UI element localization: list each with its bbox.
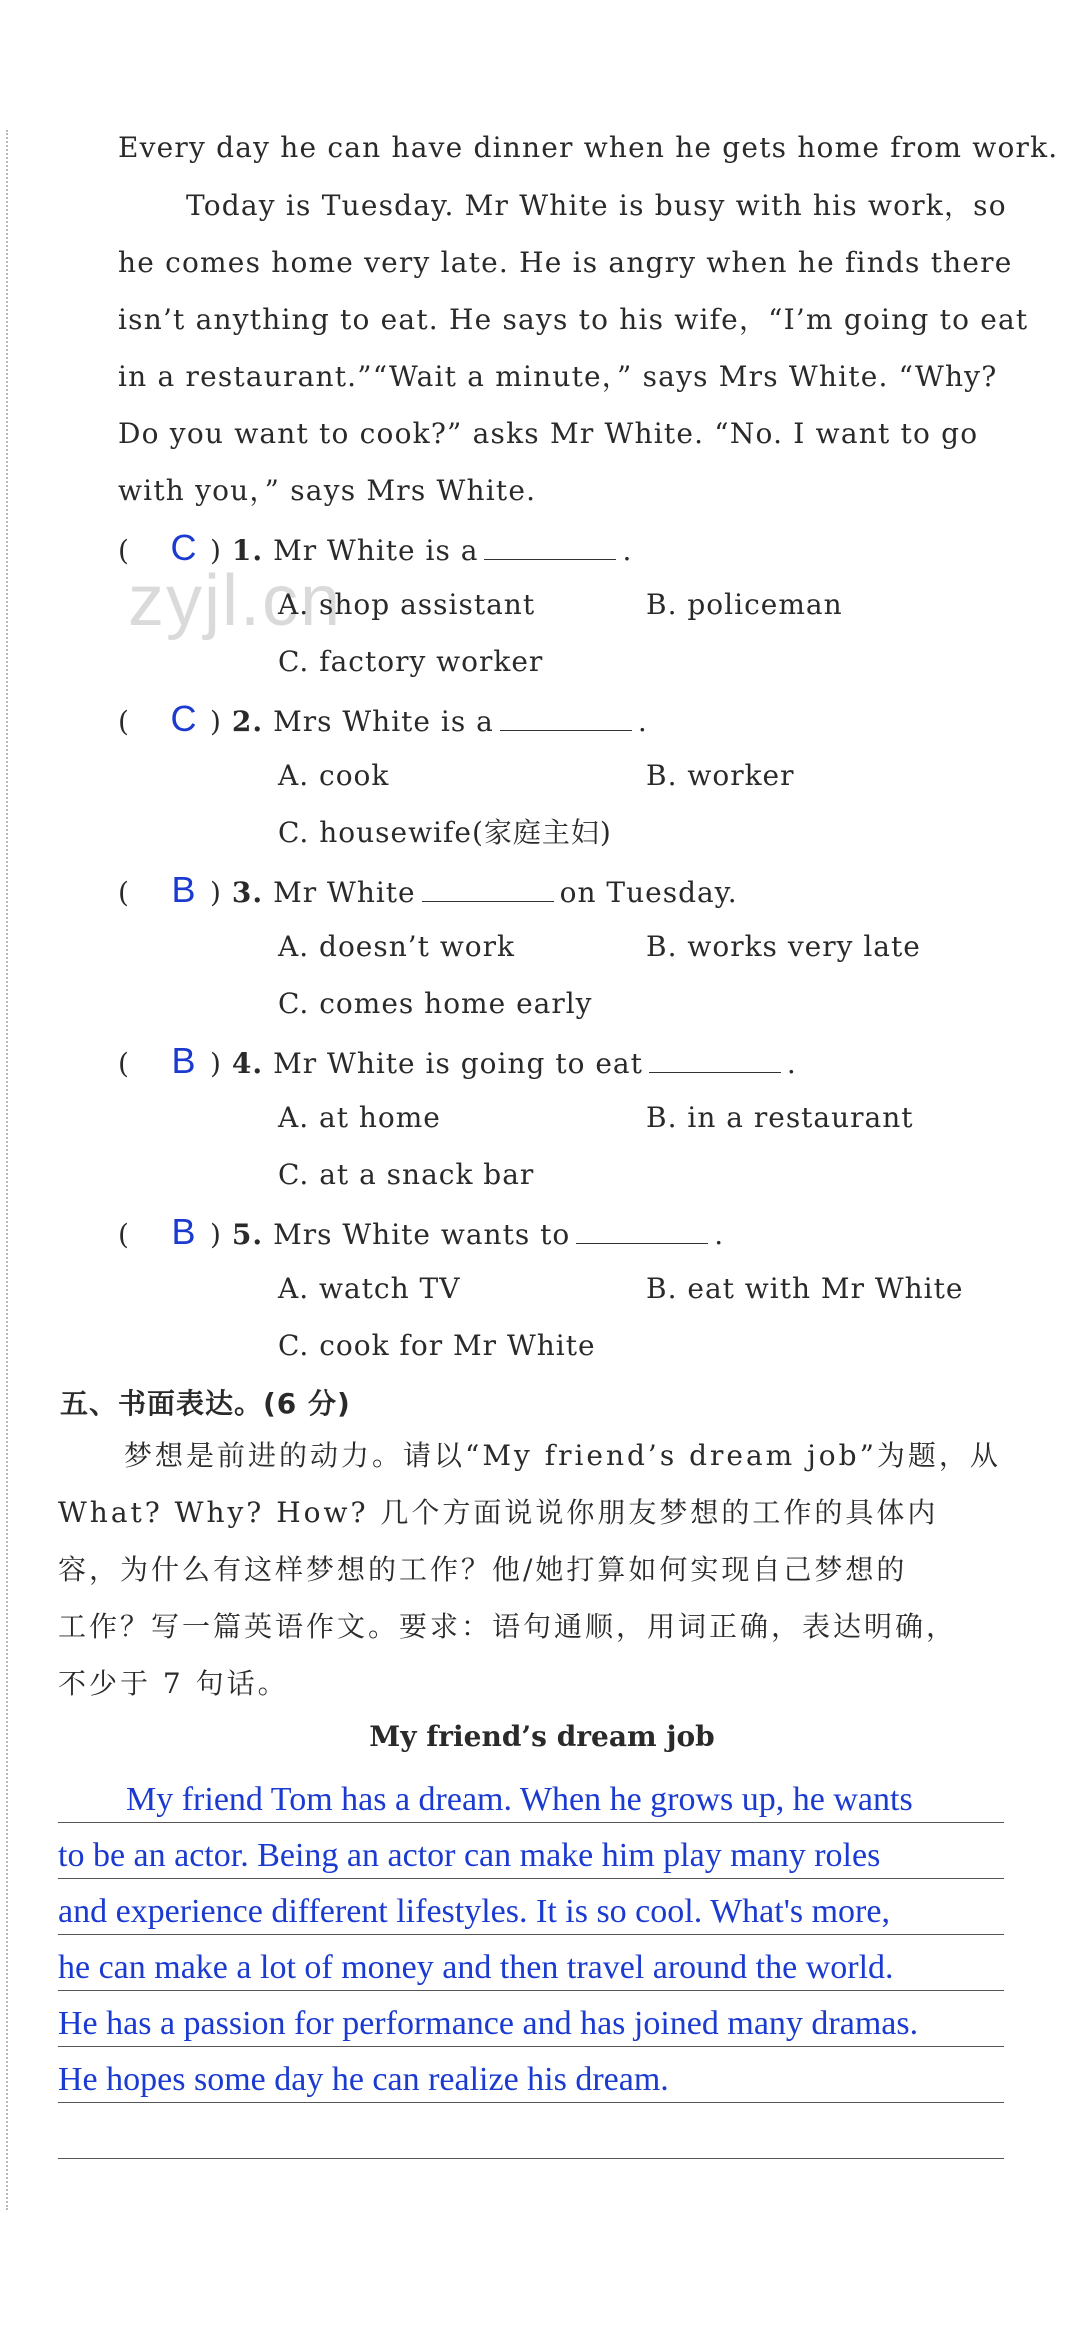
option-b: B. works very late (646, 930, 921, 963)
option-a: A. doesn’t work (278, 930, 516, 963)
question-stem-end: . (714, 1218, 725, 1251)
essay-title: My friend’s dream job (369, 1720, 715, 1753)
close-paren: ) (210, 705, 222, 738)
option-a: A. cook (278, 759, 390, 792)
question-number: 1. (231, 534, 264, 567)
passage-line-1: Every day he can have dinner when he gets home from work. (118, 131, 1059, 164)
question-number: 4. (231, 1047, 264, 1080)
option-c: C. cook for Mr White (278, 1329, 596, 1362)
instruction-line-1: 梦想是前进的动力。请以“My friend’s dream job”为题，从 (124, 1439, 1001, 1472)
writing-line (58, 1934, 1004, 1935)
option-c: C. at a snack bar (278, 1158, 535, 1191)
answer-1: C (170, 527, 198, 568)
instruction-line-4: 工作？写一篇英语作文。要求：语句通顺，用词正确，表达明确， (58, 1610, 958, 1643)
essay-line-3: and experience different lifestyles. It is so cool. What's more, (58, 1893, 890, 1930)
essay-line-6: He hopes some day he can realize his dream. (58, 2061, 669, 2098)
watermark-text: zyjl.cn (128, 561, 343, 641)
answer-blank (484, 533, 616, 560)
passage-line-6: Do you want to cook?” asks Mr White. “No. I want to go (118, 417, 979, 450)
writing-line (58, 2102, 1004, 2103)
instruction-line-3: 容，为什么有这样梦想的工作？他/她打算如何实现自己梦想的 (58, 1553, 908, 1586)
question-2 (118, 699, 648, 742)
section-title: 五、书面表达。(6 分) (60, 1387, 351, 1420)
close-paren: ) (210, 876, 222, 909)
passage-line-3: he comes home very late. He is angry when he finds there (118, 246, 1013, 279)
option-b: B. in a restaurant (646, 1101, 914, 1134)
writing-line (58, 2046, 1004, 2047)
question-stem: Mrs White wants to (273, 1218, 571, 1251)
passage-line-5: in a restaurant.”“Wait a minute，” says Mrs White. “Why? (118, 360, 998, 393)
option-a: A. shop assistant (278, 588, 536, 621)
question-4 (118, 1041, 797, 1084)
question-stem: Mr White is a (273, 534, 479, 567)
option-b: B. policeman (646, 588, 843, 621)
option-a: A. watch TV (278, 1272, 461, 1305)
writing-line (58, 1878, 1004, 1879)
writing-line (58, 1990, 1004, 1991)
answer-3: B (171, 869, 197, 910)
option-a: A. at home (278, 1101, 441, 1134)
question-3 (118, 870, 738, 913)
essay-line-1: My friend Tom has a dream. When he grows up, he wants (126, 1781, 913, 1818)
question-1 (118, 528, 632, 571)
open-paren: ( (118, 876, 130, 909)
question-stem-end: . (622, 534, 633, 567)
option-c: C. factory worker (278, 645, 544, 678)
answer-5: B (171, 1211, 197, 1252)
question-number: 5. (231, 1218, 264, 1251)
question-stem-end: . (786, 1047, 797, 1080)
question-number: 2. (231, 705, 264, 738)
instruction-line-5: 不少于 7 句话。 (58, 1667, 289, 1700)
question-stem: Mr White (273, 876, 416, 909)
open-paren: ( (118, 534, 130, 567)
open-paren: ( (118, 1218, 130, 1251)
passage-line-2: Today is Tuesday. Mr White is busy with his work，so (186, 189, 1007, 222)
answer-4: B (171, 1040, 197, 1081)
close-paren: ) (210, 1047, 222, 1080)
essay-line-4: he can make a lot of money and then travel around the world. (58, 1949, 894, 1986)
writing-line (58, 2158, 1004, 2159)
option-b: B. worker (646, 759, 795, 792)
answer-blank (500, 704, 632, 731)
close-paren: ) (210, 534, 222, 567)
passage-line-7: with you，” says Mrs White. (118, 474, 537, 507)
question-number: 3. (231, 876, 264, 909)
answer-blank (422, 875, 554, 902)
open-paren: ( (118, 1047, 130, 1080)
question-5 (118, 1212, 724, 1255)
open-paren: ( (118, 705, 130, 738)
close-paren: ) (210, 1218, 222, 1251)
answer-blank (576, 1217, 708, 1244)
question-stem: Mrs White is a (273, 705, 494, 738)
option-c: C. comes home early (278, 987, 593, 1020)
essay-line-5: He has a passion for performance and has joined many dramas. (58, 2005, 919, 2042)
question-stem-end: on Tuesday. (559, 876, 738, 909)
question-stem: Mr White is going to eat (273, 1047, 643, 1080)
answer-2: C (170, 698, 198, 739)
option-c: C. housewife(家庭主妇) (278, 816, 612, 849)
essay-line-2: to be an actor. Being an actor can make him play many roles (58, 1837, 881, 1874)
passage-line-4: isn’t anything to eat. He says to his wife，“I’m going to eat (118, 303, 1029, 336)
option-b: B. eat with Mr White (646, 1272, 964, 1305)
writing-line (58, 1822, 1004, 1823)
question-stem-end: . (637, 705, 648, 738)
binding-margin (6, 130, 8, 2210)
instruction-line-2: What? Why? How? 几个方面说说你朋友梦想的工作的具体内 (58, 1496, 939, 1529)
answer-blank (649, 1046, 781, 1073)
